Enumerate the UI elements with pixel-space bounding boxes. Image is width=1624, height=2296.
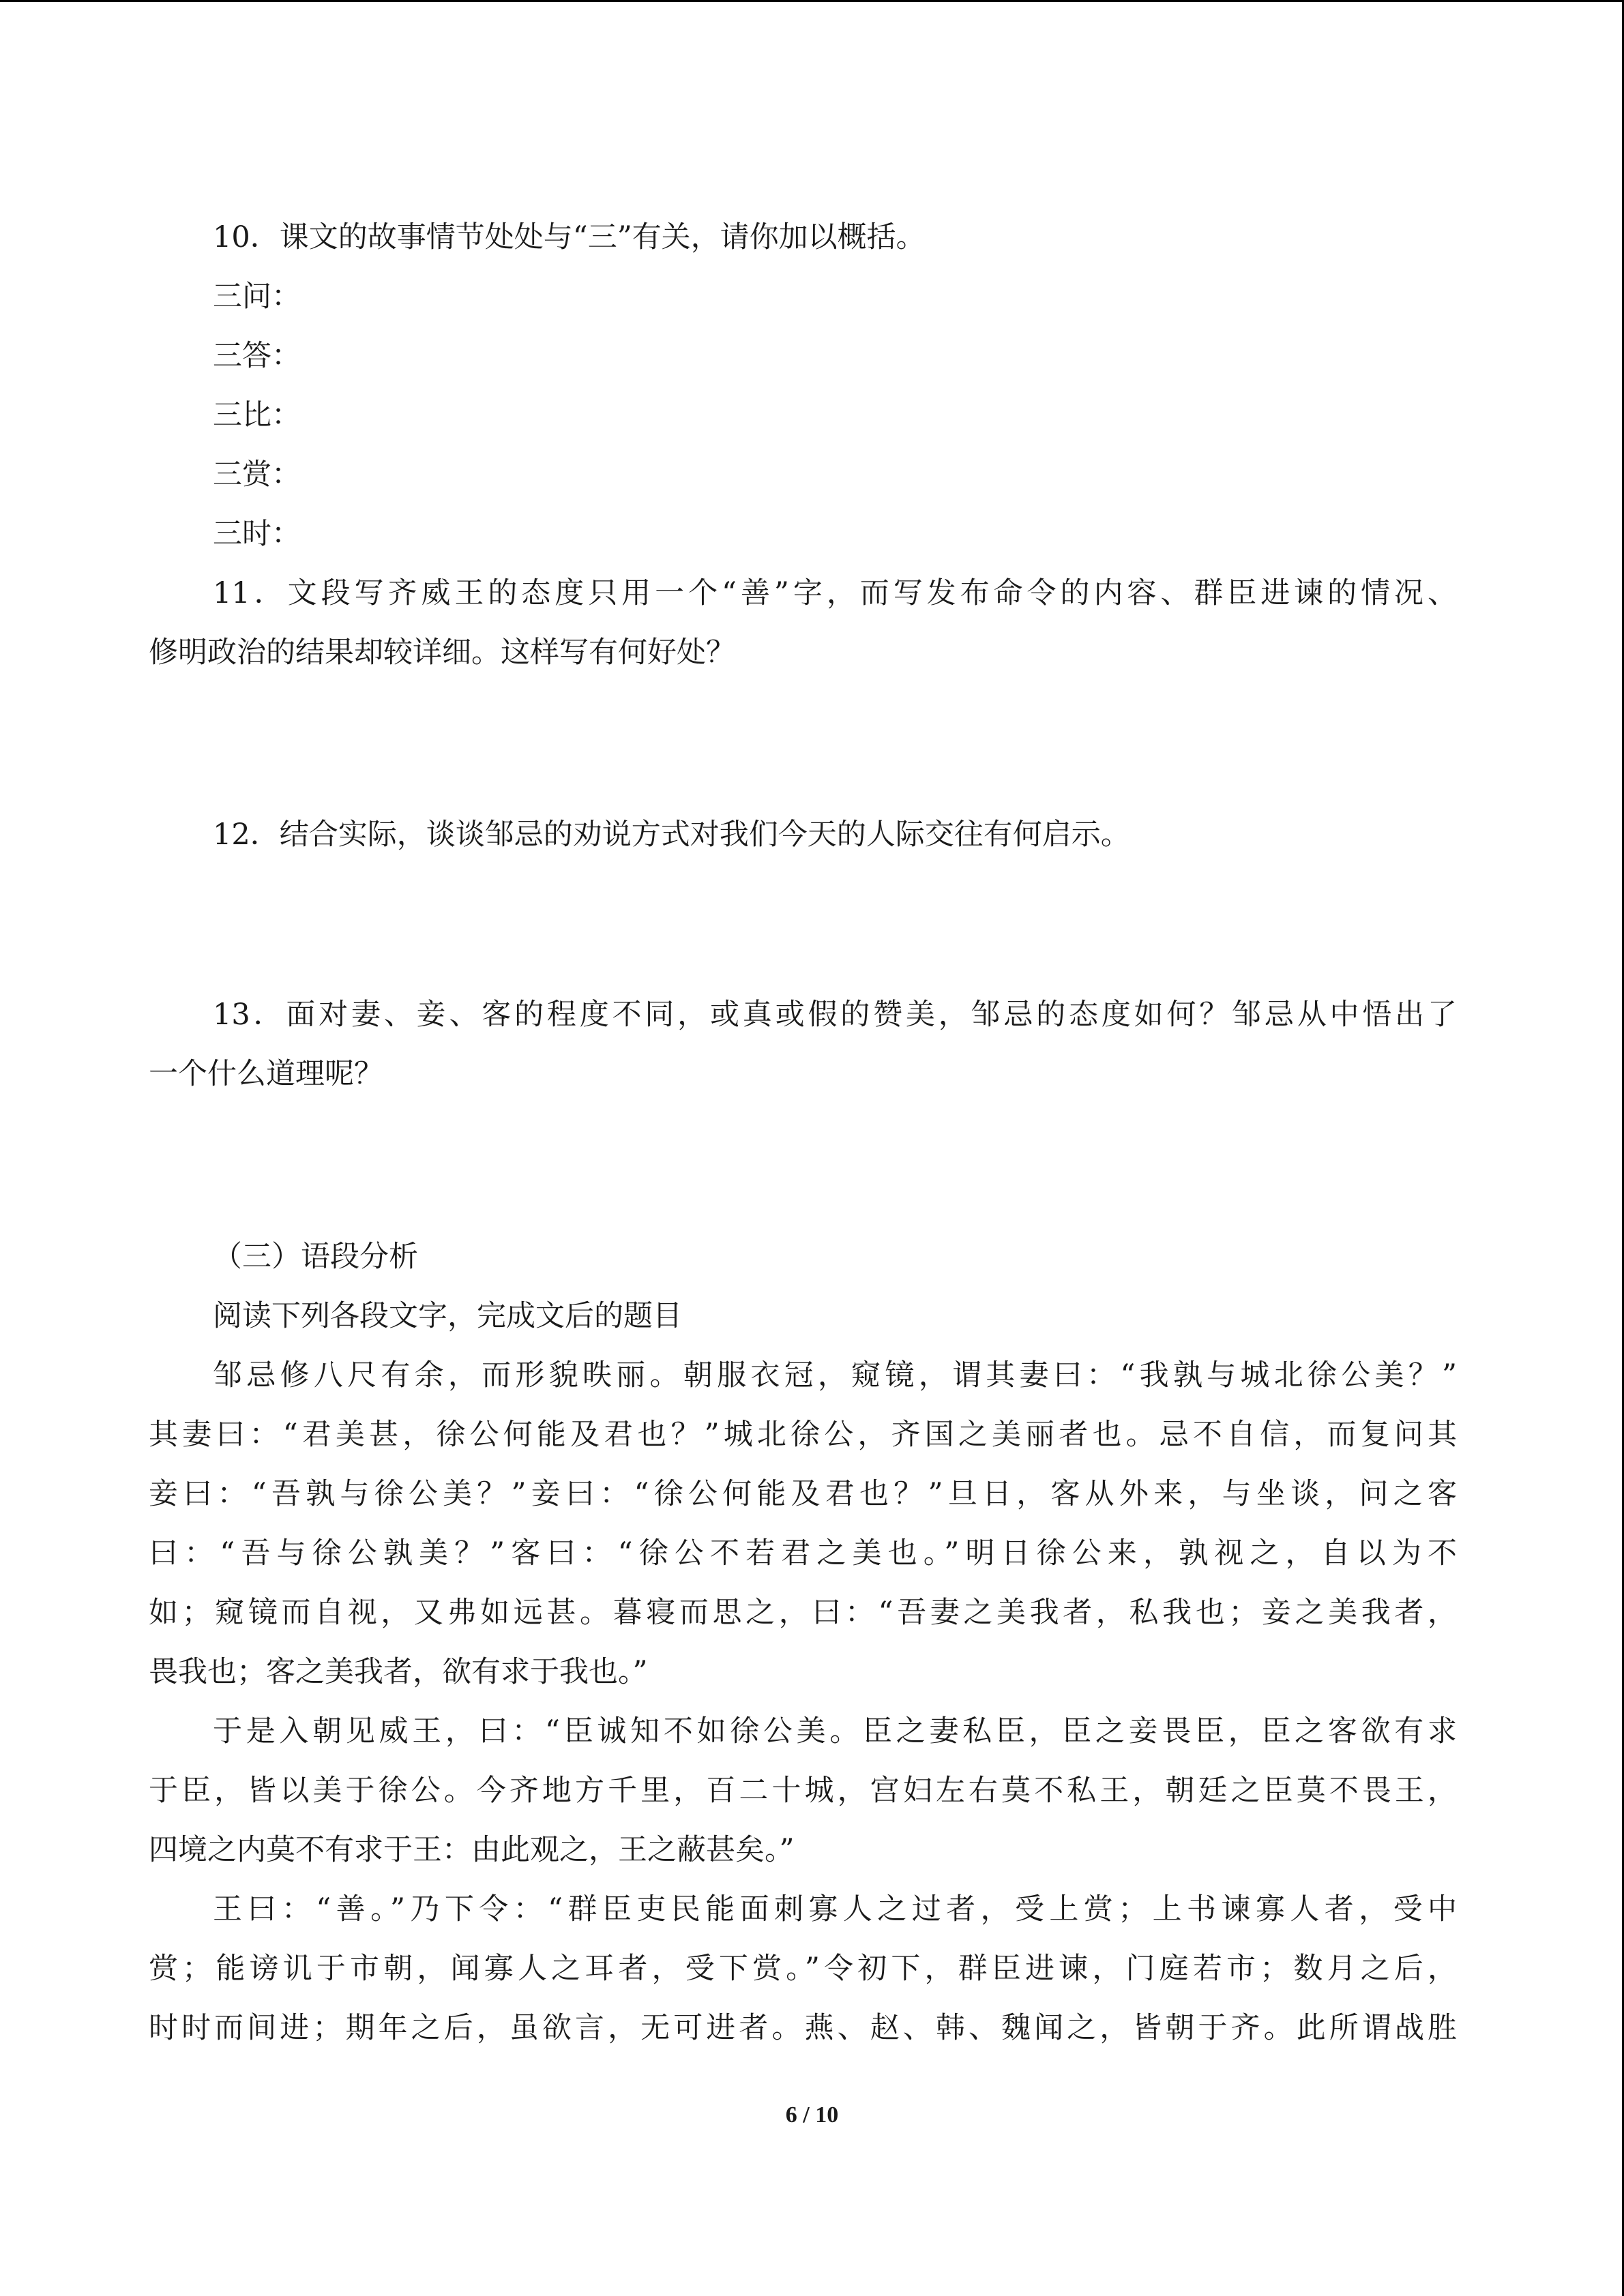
question-12-line-1: 12．结合实际，谈谈邹忌的劝说方式对我们今天的人际交往有何启示。 [213,818,1130,852]
question-13-line-2: 一个什么道理呢？ [149,1057,383,1091]
page-border-top [0,0,1624,2]
passage-p2-line-2: 于臣，皆以美于徐公。今齐地方千里，百二十城，宫妇左右莫不私王，朝廷之臣莫不畏王， [149,1774,1457,1808]
passage-p1-line-2: 其妻曰：“君美甚，徐公何能及君也？”城北徐公，齐国之美丽者也。忌不自信，而复问其 [149,1418,1457,1452]
passage-p2-line-3: 四境之内莫不有求于王：由此观之，王之蔽甚矣。” [149,1833,795,1867]
passage-p1-line-5: 如；窥镜而自视，又弗如远甚。暮寝而思之，曰：“吾妻之美我者，私我也；妾之美我者， [149,1596,1457,1630]
question-10-prompt: 10．课文的故事情节处处与“三”有关，请你加以概括。 [213,220,926,254]
question-13-line-1: 13．面对妻、妾、客的程度不同，或真或假的赞美，邹忌的态度如何？邹忌从中悟出了 [213,998,1457,1032]
passage-p1-line-3: 妾曰：“吾孰与徐公美？”妾曰：“徐公何能及君也？”旦日，客从外来，与坐谈，问之客 [149,1477,1457,1511]
passage-p3-line-2: 赏；能谤讥于市朝，闻寡人之耳者，受下赏。”令初下，群臣进谏，门庭若市；数月之后， [149,1952,1457,1986]
question-11-line-1: 11．文段写齐威王的态度只用一个“善”字，而写发布命令的内容、群臣进谏的情况、 [213,576,1457,610]
page-number: 6 / 10 [785,2102,839,2128]
question-11-line-2: 修明政治的结果却较详细。这样写有何好处？ [149,636,735,670]
question-10-item-san-bi: 三比： [213,398,301,432]
section-3-instruction: 阅读下列各段文字，完成文后的题目 [213,1299,682,1333]
question-10-item-san-shi: 三时： [213,517,301,551]
passage-p1-line-6: 畏我也；客之美我者，欲有求于我也。” [149,1655,648,1689]
question-10-item-san-wen: 三问： [213,280,301,314]
question-10-item-san-shang: 三赏： [213,458,301,492]
section-3-heading: （三）语段分析 [213,1240,418,1274]
passage-p2-line-1: 于是入朝见威王，曰：“臣诚知不如徐公美。臣之妻私臣，臣之妾畏臣，臣之客欲有求 [213,1714,1457,1748]
question-10-item-san-da: 三答： [213,339,301,373]
passage-p1-line-4: 曰：“吾与徐公孰美？”客曰：“徐公不若君之美也。”明日徐公来，孰视之，自以为不 [149,1536,1457,1570]
passage-p1-line-1: 邹忌修八尺有余，而形貌昳丽。朝服衣冠，窥镜，谓其妻曰：“我孰与城北徐公美？” [213,1358,1457,1392]
passage-p3-line-3: 时时而间进；期年之后，虽欲言，无可进者。燕、赵、韩、魏闻之，皆朝于齐。此所谓战胜 [149,2011,1457,2045]
passage-p3-line-1: 王曰：“善。”乃下令：“群臣吏民能面刺寡人之过者，受上赏；上书谏寡人者，受中 [213,1892,1457,1926]
